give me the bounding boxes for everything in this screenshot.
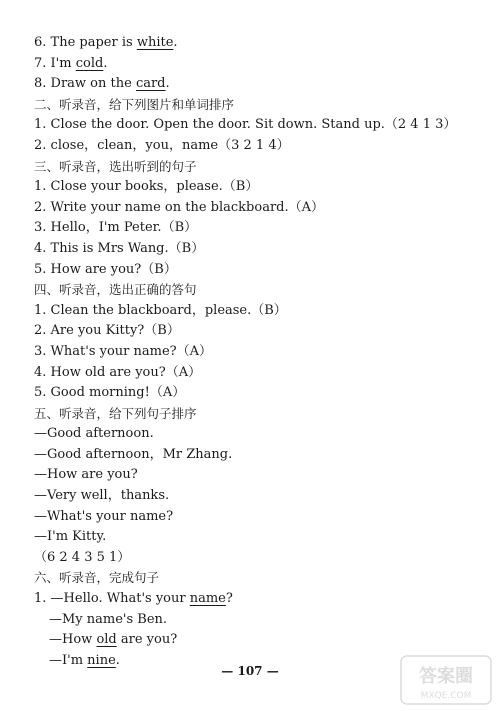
answer-line xyxy=(34,527,474,548)
answer-line xyxy=(34,445,474,466)
answer-key-content xyxy=(34,33,474,671)
section-heading xyxy=(34,404,474,425)
line-text: 四、听录音，选出正确的答句 xyxy=(34,282,197,298)
section-heading xyxy=(34,95,474,116)
watermark-text: 答案圈 xyxy=(419,666,473,687)
underlined-answer: nine xyxy=(87,652,116,668)
line-text: 1. Clean the blackboard，please.（B） xyxy=(34,302,287,318)
answer-line xyxy=(34,342,474,363)
section-heading xyxy=(34,568,474,589)
line-text: 1. Close your books，please.（B） xyxy=(34,179,259,195)
answer-line xyxy=(34,610,474,631)
answer-line xyxy=(34,589,474,610)
line-text: —My name's Ben. xyxy=(49,611,168,627)
answer-line xyxy=(34,486,474,507)
line-text: 3. Hello，I'm Peter.（B） xyxy=(34,220,198,236)
underlined-answer: old xyxy=(96,632,117,648)
watermark-subtext: MXQE.COM xyxy=(420,691,472,701)
line-text: . xyxy=(103,55,108,71)
answer-line xyxy=(34,424,474,445)
line-text: . xyxy=(173,35,178,50)
answer-line xyxy=(34,363,474,384)
line-text: 五、听录音，给下列句子排序 xyxy=(34,405,197,421)
line-text: —I'm Kitty. xyxy=(34,529,107,545)
line-text: 三、听录音，选出听到的句子 xyxy=(34,158,197,174)
line-text: 8. Draw on the xyxy=(34,76,136,92)
section-heading xyxy=(34,157,474,178)
line-text: —How xyxy=(49,632,97,648)
line-text: —I'm xyxy=(49,652,88,668)
line-text: 3. What's your name?（A） xyxy=(34,343,213,359)
line-text: 2. Write your name on the blackboard.（A） xyxy=(34,199,324,215)
line-text: 2. close，clean，you，name（3 2 1 4） xyxy=(34,137,290,153)
line-text: —Good afternoon. xyxy=(34,426,154,442)
answer-line xyxy=(34,198,474,219)
answer-line xyxy=(34,218,474,239)
answer-line xyxy=(34,507,474,528)
line-text: ? xyxy=(225,591,233,607)
line-text: 4. This is Mrs Wang.（B） xyxy=(34,240,205,256)
line-text: 4. How old are you?（A） xyxy=(34,364,202,380)
page-number: — 107 — xyxy=(221,664,279,678)
line-text: —Good afternoon，Mr Zhang. xyxy=(34,446,233,462)
section-heading xyxy=(34,280,474,301)
watermark-logo xyxy=(400,655,492,705)
line-text: . xyxy=(115,652,120,668)
answer-line xyxy=(34,177,474,198)
line-text: 1. Close the door. Open the door. Sit down. Stand up.（2 4 1 3） xyxy=(34,117,457,133)
answer-line xyxy=(34,548,474,569)
line-text: 5. Good morning!（A） xyxy=(34,385,186,401)
line-text: 6. The paper is xyxy=(34,35,137,50)
line-text: 六、听录音，完成句子 xyxy=(34,570,160,586)
underlined-answer: card xyxy=(135,76,166,92)
line-text: —How are you? xyxy=(34,467,138,483)
line-text: 1. —Hello. What's your xyxy=(34,591,190,607)
underlined-answer: name xyxy=(189,591,226,607)
line-text: （6 2 4 3 5 1） xyxy=(34,549,131,565)
answer-line xyxy=(34,301,474,322)
line-text: . xyxy=(165,76,170,92)
underlined-answer: white xyxy=(136,35,174,50)
line-text: are you? xyxy=(116,632,178,648)
line-text: 5. How are you?（B） xyxy=(34,261,177,277)
answer-line xyxy=(34,115,474,136)
answer-line xyxy=(34,136,474,157)
line-text: 7. I'm xyxy=(34,55,76,71)
line-text: —What's your name? xyxy=(34,508,174,524)
underlined-answer: cold xyxy=(75,55,104,71)
answer-line xyxy=(34,465,474,486)
answer-line xyxy=(34,54,474,75)
answer-line xyxy=(34,383,474,404)
answer-line xyxy=(34,321,474,342)
line-text: 2. Are you Kitty?（B） xyxy=(34,323,180,339)
answer-line xyxy=(34,239,474,260)
line-text: —Very well，thanks. xyxy=(34,488,170,504)
line-text: 二、听录音，给下列图片和单词排序 xyxy=(34,96,235,112)
answer-line xyxy=(34,33,474,54)
answer-line xyxy=(34,260,474,281)
answer-line xyxy=(34,74,474,95)
answer-line xyxy=(34,630,474,651)
